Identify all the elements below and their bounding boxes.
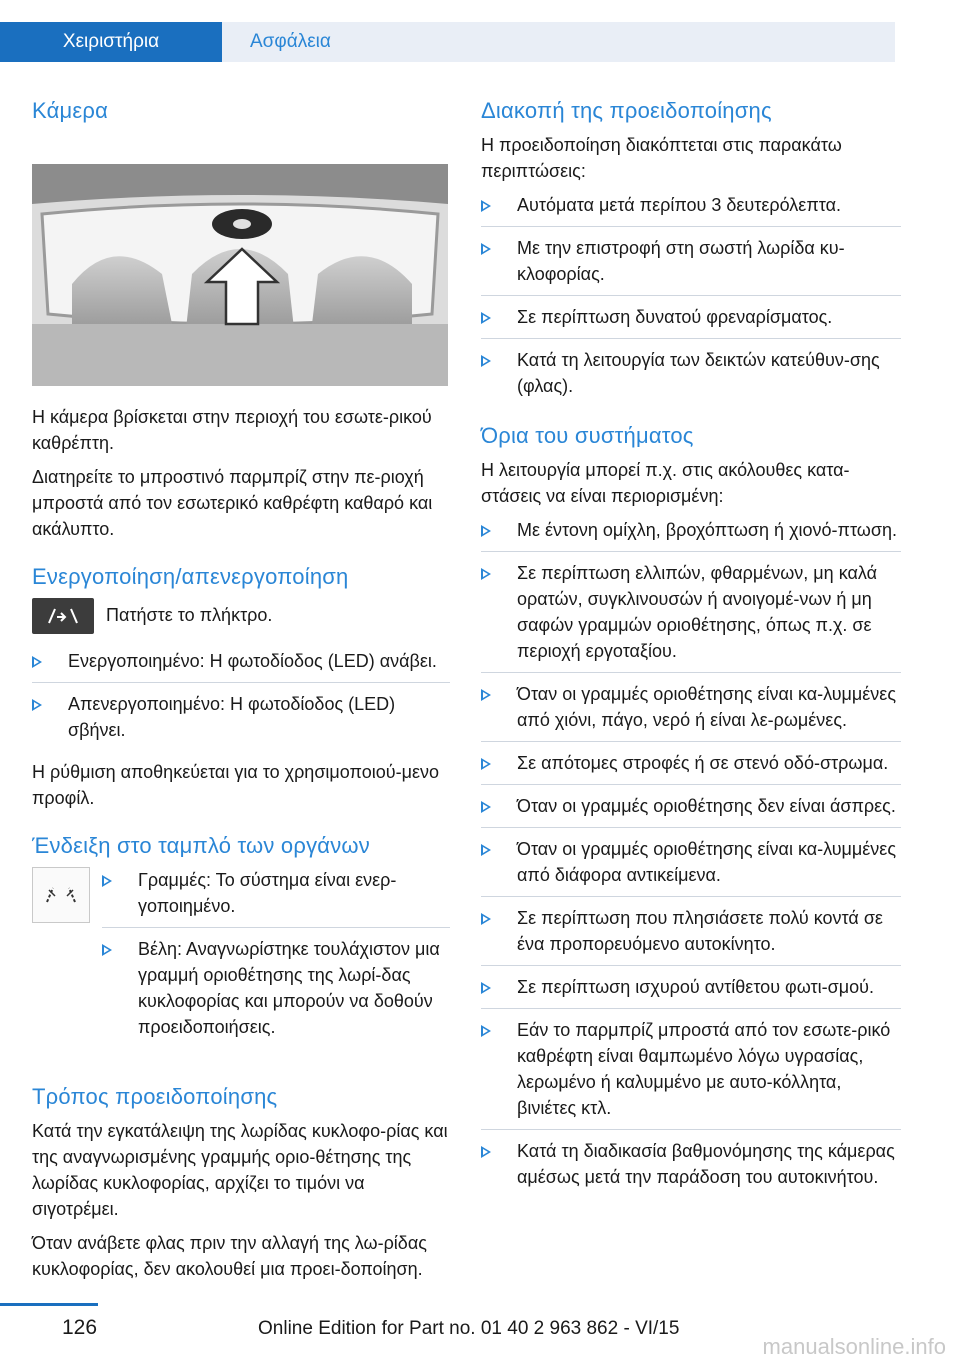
list-item: Κατά τη διαδικασία βαθμονόμησης της κάμερας αμέσως μετά την παράδοση του αυτοκινήτου. — [481, 1138, 901, 1198]
bullet-triangle-icon — [481, 689, 491, 701]
list-item: Με την επιστροφή στη σωστή λωρίδα κυ-κλοφορίας. — [481, 235, 901, 296]
bullet-triangle-icon — [481, 913, 491, 925]
bullet-triangle-icon — [481, 801, 491, 813]
bullet-triangle-icon — [481, 1025, 491, 1037]
camera-paragraph-1: Η κάμερα βρίσκεται στην περιοχή του εσωτε-ρικού καθρέπτη. — [32, 407, 432, 453]
tab-controls[interactable]: Χειριστήρια — [0, 22, 222, 62]
bullet-triangle-icon — [32, 656, 42, 668]
list-item: Αυτόματα μετά περίπου 3 δευτερόλεπτα. — [481, 192, 901, 227]
interrupt-heading: Διακοπή της προειδοποίησης — [481, 98, 772, 123]
bullet-triangle-icon — [481, 758, 491, 770]
bullet-triangle-icon — [102, 875, 112, 887]
right-column — [481, 98, 901, 1206]
activation-instruction-row — [32, 598, 450, 636]
activation-instruction: Πατήστε το πλήκτρο. — [106, 605, 273, 625]
display-heading: Ένδειξη στο ταμπλό των οργάνων — [32, 833, 370, 858]
limits-heading: Όρια του συστήματος — [481, 423, 694, 448]
list-item: Κατά τη λειτουργία των δεικτών κατεύθυν-σης (φλας). — [481, 347, 901, 407]
bullet-triangle-icon — [481, 355, 491, 367]
warning-paragraph-1: Κατά την εγκατάλειψη της λωρίδας κυκλοφο-ρίας και της αναγνωρισμένης γραμμής οριο-θέτησης της λωρίδας κυκλοφορίας, αρχίζει το τιμόνι να σιγοτρέμει. — [32, 1121, 448, 1219]
warning-paragraph-2: Όταν ανάβετε φλας πριν την αλλαγή της λω-ρίδας κυκλοφορίας, δεν ακολουθεί μια προει-δοποίηση. — [32, 1233, 427, 1279]
bullet-triangle-icon — [481, 1146, 491, 1158]
list-item: Εάν το παρμπρίζ μπροστά από τον εσωτε-ρικό καθρέφτη είναι θαμπωμένο λόγω υγρασίας, λερωμένο ή καλυμμένο με αυτο-κόλλητα, βινιέτες κτλ. — [481, 1017, 901, 1130]
watermark: manualsonline.info — [762, 1334, 946, 1359]
top-navigation — [0, 22, 895, 62]
list-item: Σε περίπτωση ισχυρού αντίθετου φωτι-σμού. — [481, 974, 901, 1009]
lane-lines-display-icon — [32, 867, 90, 923]
camera-location-photo — [32, 164, 448, 386]
list-item: Βέλη: Αναγνωρίστηκε τουλάχιστον μια γραμμή οριοθέτησης της λωρί-δας κυκλοφορίας και μπορούν να δοθούν προειδοποιήσεις. — [102, 936, 450, 1048]
list-item: Όταν οι γραμμές οριοθέτησης είναι κα-λυμμένες από διάφορα αντικείμενα. — [481, 836, 901, 897]
left-column — [32, 98, 450, 1290]
list-item: Σε περίπτωση που πλησιάσετε πολύ κοντά σε ένα προπορευόμενο αυτοκίνητο. — [481, 905, 901, 966]
limits-list — [481, 517, 901, 1198]
tab-safety[interactable]: Ασφάλεια — [222, 22, 895, 62]
list-item: Γραμμές: Το σύστημα είναι ενερ-γοποιημένο. — [102, 867, 450, 928]
camera-paragraph-2: Διατηρείτε το μπροστινό παρμπρίζ στην πε-ριοχή μπροστά από τον εσωτερικό καθρέφτη καθαρό και ακάλυπτο. — [32, 467, 433, 539]
bullet-triangle-icon — [481, 844, 491, 856]
list-item: Όταν οι γραμμές οριοθέτησης δεν είναι άσπρες. — [481, 793, 901, 828]
list-item: Ενεργοποιημένο: Η φωτοδίοδος (LED) ανάβει. — [32, 648, 450, 683]
display-row — [32, 867, 450, 1064]
list-item: Με έντονη ομίχλη, βροχόπτωση ή χιονό-πτωση. — [481, 517, 901, 552]
limits-intro: Η λειτουργία μπορεί π.χ. στις ακόλουθες κατα-στάσεις να είναι περιορισμένη: — [481, 460, 850, 506]
list-item: Σε περίπτωση δυνατού φρεναρίσματος. — [481, 304, 901, 339]
bullet-triangle-icon — [481, 525, 491, 537]
bullet-triangle-icon — [481, 312, 491, 324]
activation-heading: Ενεργοποίηση/απενεργοποίηση — [32, 564, 349, 589]
list-item: Σε περίπτωση ελλιπών, φθαρμένων, μη καλά ορατών, συγκλινουσών ή ανοιγομέ-νων ή μη σαφών γραμμών οριοθέτησης, όπως π.χ. σε περιοχή εργοταξίου. — [481, 560, 901, 673]
list-item: Σε απότομες στροφές ή σε στενό οδό-στρωμα. — [481, 750, 901, 785]
warning-heading: Τρόπος προειδοποίησης — [32, 1084, 278, 1109]
camera-heading: Κάμερα — [32, 98, 109, 123]
list-item: Απενεργοποιημένο: Η φωτοδίοδος (LED) σβήνει. — [32, 691, 450, 751]
activation-note: Η ρύθμιση αποθηκεύεται για το χρησιμοποιού-μενο προφίλ. — [32, 762, 439, 808]
interrupt-intro: Η προειδοποίηση διακόπτεται στις παρακάτω περιπτώσεις: — [481, 135, 842, 181]
page-number: 126 — [62, 1316, 98, 1339]
activation-list — [32, 648, 450, 751]
bullet-triangle-icon — [481, 982, 491, 994]
bullet-triangle-icon — [102, 944, 112, 956]
bullet-triangle-icon — [32, 699, 42, 711]
list-item: Όταν οι γραμμές οριοθέτησης είναι κα-λυμμένες από χιόνι, πάγο, νερό ή είναι λε-ρωμένες. — [481, 681, 901, 742]
bullet-triangle-icon — [481, 243, 491, 255]
lane-departure-button-icon — [32, 598, 94, 634]
bullet-triangle-icon — [481, 568, 491, 580]
edition-text: Online Edition for Part no. 01 40 2 963 862 - VI/15 — [258, 1318, 680, 1339]
display-list — [102, 867, 450, 1056]
bullet-triangle-icon — [481, 200, 491, 212]
footer-accent-line — [0, 1303, 98, 1306]
interrupt-list — [481, 192, 901, 407]
